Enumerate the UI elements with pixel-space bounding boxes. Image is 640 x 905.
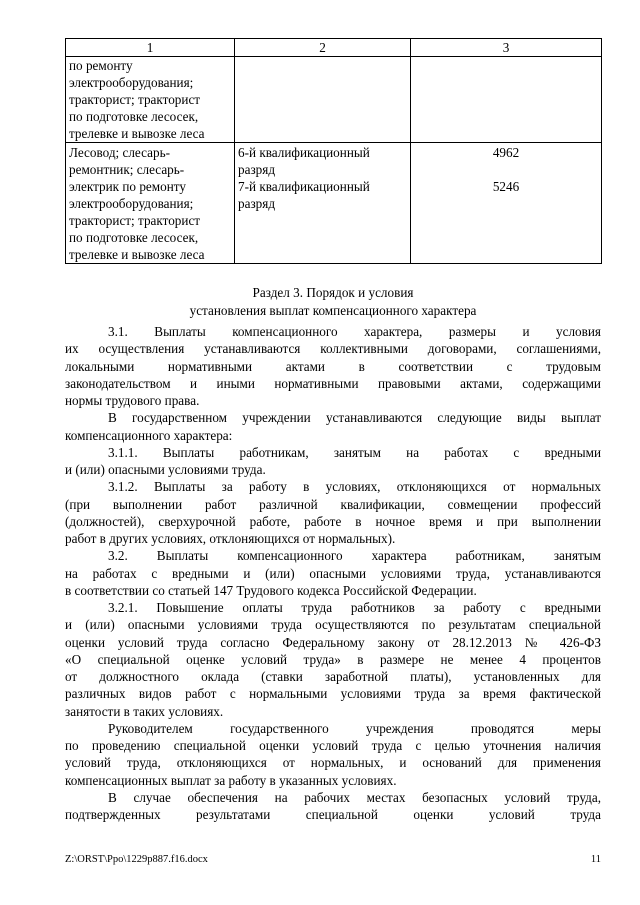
cell-line: тракторист; тракторист bbox=[69, 92, 201, 107]
section-title: Раздел 3. Порядок и условия bbox=[252, 285, 414, 300]
cell-line: разряд bbox=[238, 162, 276, 177]
text-line: В государственном учреждении устанавливаются следующие виды выплат bbox=[108, 410, 601, 426]
header-cell: 3 bbox=[411, 39, 602, 57]
cell-line: разряд bbox=[238, 196, 276, 211]
paragraph bbox=[65, 720, 601, 789]
body-text bbox=[65, 323, 601, 823]
paragraph bbox=[65, 789, 601, 824]
salary-value: 5246 bbox=[492, 179, 520, 194]
paragraph bbox=[65, 323, 601, 409]
cell-line: трелевке и вывозке леса bbox=[69, 126, 205, 141]
text-line: их осуществления устанавливаются коллективными договорами, соглашениями, bbox=[65, 341, 601, 357]
text-line: локальными нормативными актами в соответствии с трудовым bbox=[65, 358, 601, 374]
paragraph bbox=[65, 478, 601, 547]
salary-cell bbox=[411, 143, 602, 264]
text-line: по проведению специальной оценки условий труда с целью уточнения наличия bbox=[65, 738, 601, 753]
text-line: компенсационного характера: bbox=[65, 427, 233, 443]
salary-value: 4962 bbox=[492, 145, 520, 160]
text-line: подтвержденных результатами специальной оценки условий труда bbox=[65, 807, 601, 822]
cell-line: электрооборудования; bbox=[69, 196, 194, 211]
text-line: законодательством и иными нормативными правовыми актами, содержащими bbox=[65, 375, 601, 391]
text-line: 3.2. Выплаты компенсационного характера работникам, занятым bbox=[108, 548, 601, 564]
text-line: на работах с вредными и (или) опасными условиями труда, устанавливаются bbox=[65, 565, 601, 581]
grade-cell bbox=[235, 143, 411, 264]
text-line: нормы трудового права. bbox=[65, 393, 200, 408]
text-line: различных видов работ с нормальными условиями труда за время фактической bbox=[65, 686, 601, 702]
cell-line: трелевке и вывозке леса bbox=[69, 247, 205, 262]
text-line: (при выполнении работ различной квалификации, совмещении профессий bbox=[65, 496, 601, 512]
cell-line: 6-й квалификационный bbox=[238, 145, 370, 160]
text-line: и (или) опасными условиями труда. bbox=[65, 462, 266, 477]
text-line: оценки условий труда согласно Федеральному закону от 28.12.2013 № 426-ФЗ bbox=[65, 634, 601, 650]
profession-cell bbox=[66, 143, 235, 264]
text-line: 3.1. Выплаты компенсационного характера, размеры и условия bbox=[108, 324, 601, 339]
salary-cell bbox=[411, 57, 602, 143]
cell-line: электрооборудования; bbox=[69, 75, 194, 90]
text-line: Руководителем государственного учреждения проводятся меры bbox=[108, 720, 601, 736]
paragraph bbox=[65, 599, 601, 720]
text-line: 3.1.1. Выплаты работникам, занятым на работах с вредными bbox=[108, 444, 601, 460]
text-line: от должностного оклада (ставки заработной платы), установленных для bbox=[65, 669, 601, 684]
paragraph bbox=[65, 547, 601, 599]
cell-line: по подготовке лесосек, bbox=[69, 230, 199, 245]
text-line: работ в других условиях, отклоняющихся от нормальных). bbox=[65, 531, 396, 546]
cell-line: 7-й квалификационный bbox=[238, 179, 370, 194]
text-line: в соответствии со статьей 147 Трудового кодекса Российской Федерации. bbox=[65, 582, 477, 598]
cell-line: ремонтник; слесарь- bbox=[69, 162, 185, 177]
paragraph bbox=[65, 444, 601, 479]
header-cell: 2 bbox=[235, 39, 411, 57]
section-subtitle: установления выплат компенсационного характера bbox=[189, 303, 477, 318]
text-line: (должностей), сверхурочной работе, работе в ночное время и при выполнении bbox=[65, 513, 601, 529]
text-line: условий труда, отклоняющихся от нормальных, и оснований для применения bbox=[65, 755, 601, 771]
salary-spacer bbox=[414, 161, 598, 178]
cell-line: тракторист; тракторист bbox=[69, 213, 201, 228]
table-row bbox=[66, 143, 602, 264]
header-cell: 1 bbox=[66, 39, 235, 57]
table-row bbox=[66, 57, 602, 143]
paragraph bbox=[65, 409, 601, 444]
cell-line: электрик по ремонту bbox=[69, 179, 186, 194]
pay-table bbox=[65, 38, 602, 264]
cell-line: по подготовке лесосек, bbox=[69, 109, 199, 124]
cell-line: Лесовод; слесарь- bbox=[69, 145, 170, 160]
text-line: и (или) опасными условиями труда осуществляются по результатам специальной bbox=[65, 617, 601, 633]
cell-line: по ремонту bbox=[69, 58, 133, 73]
grade-cell bbox=[235, 57, 411, 143]
text-line: «О специальной оценке условий труда» в размере не менее 4 процентов bbox=[65, 651, 601, 667]
text-line: 3.2.1. Повышение оплаты труда работников за работу с вредными bbox=[108, 600, 601, 615]
text-line: В случае обеспечения на рабочих местах безопасных условий труда, bbox=[108, 789, 601, 805]
text-line: компенсационных выплат за работу в указанных условиях. bbox=[65, 772, 397, 788]
table-header-row bbox=[66, 39, 602, 57]
profession-cell bbox=[66, 57, 235, 143]
page-number: 11 bbox=[590, 854, 601, 865]
text-line: занятости в таких условиях. bbox=[65, 703, 224, 719]
footer-file-path: Z:\ORST\Ppo\1229p887.f16.docx bbox=[65, 854, 208, 865]
text-line: 3.1.2. Выплаты за работу в условиях, отклоняющихся от нормальных bbox=[108, 479, 601, 495]
